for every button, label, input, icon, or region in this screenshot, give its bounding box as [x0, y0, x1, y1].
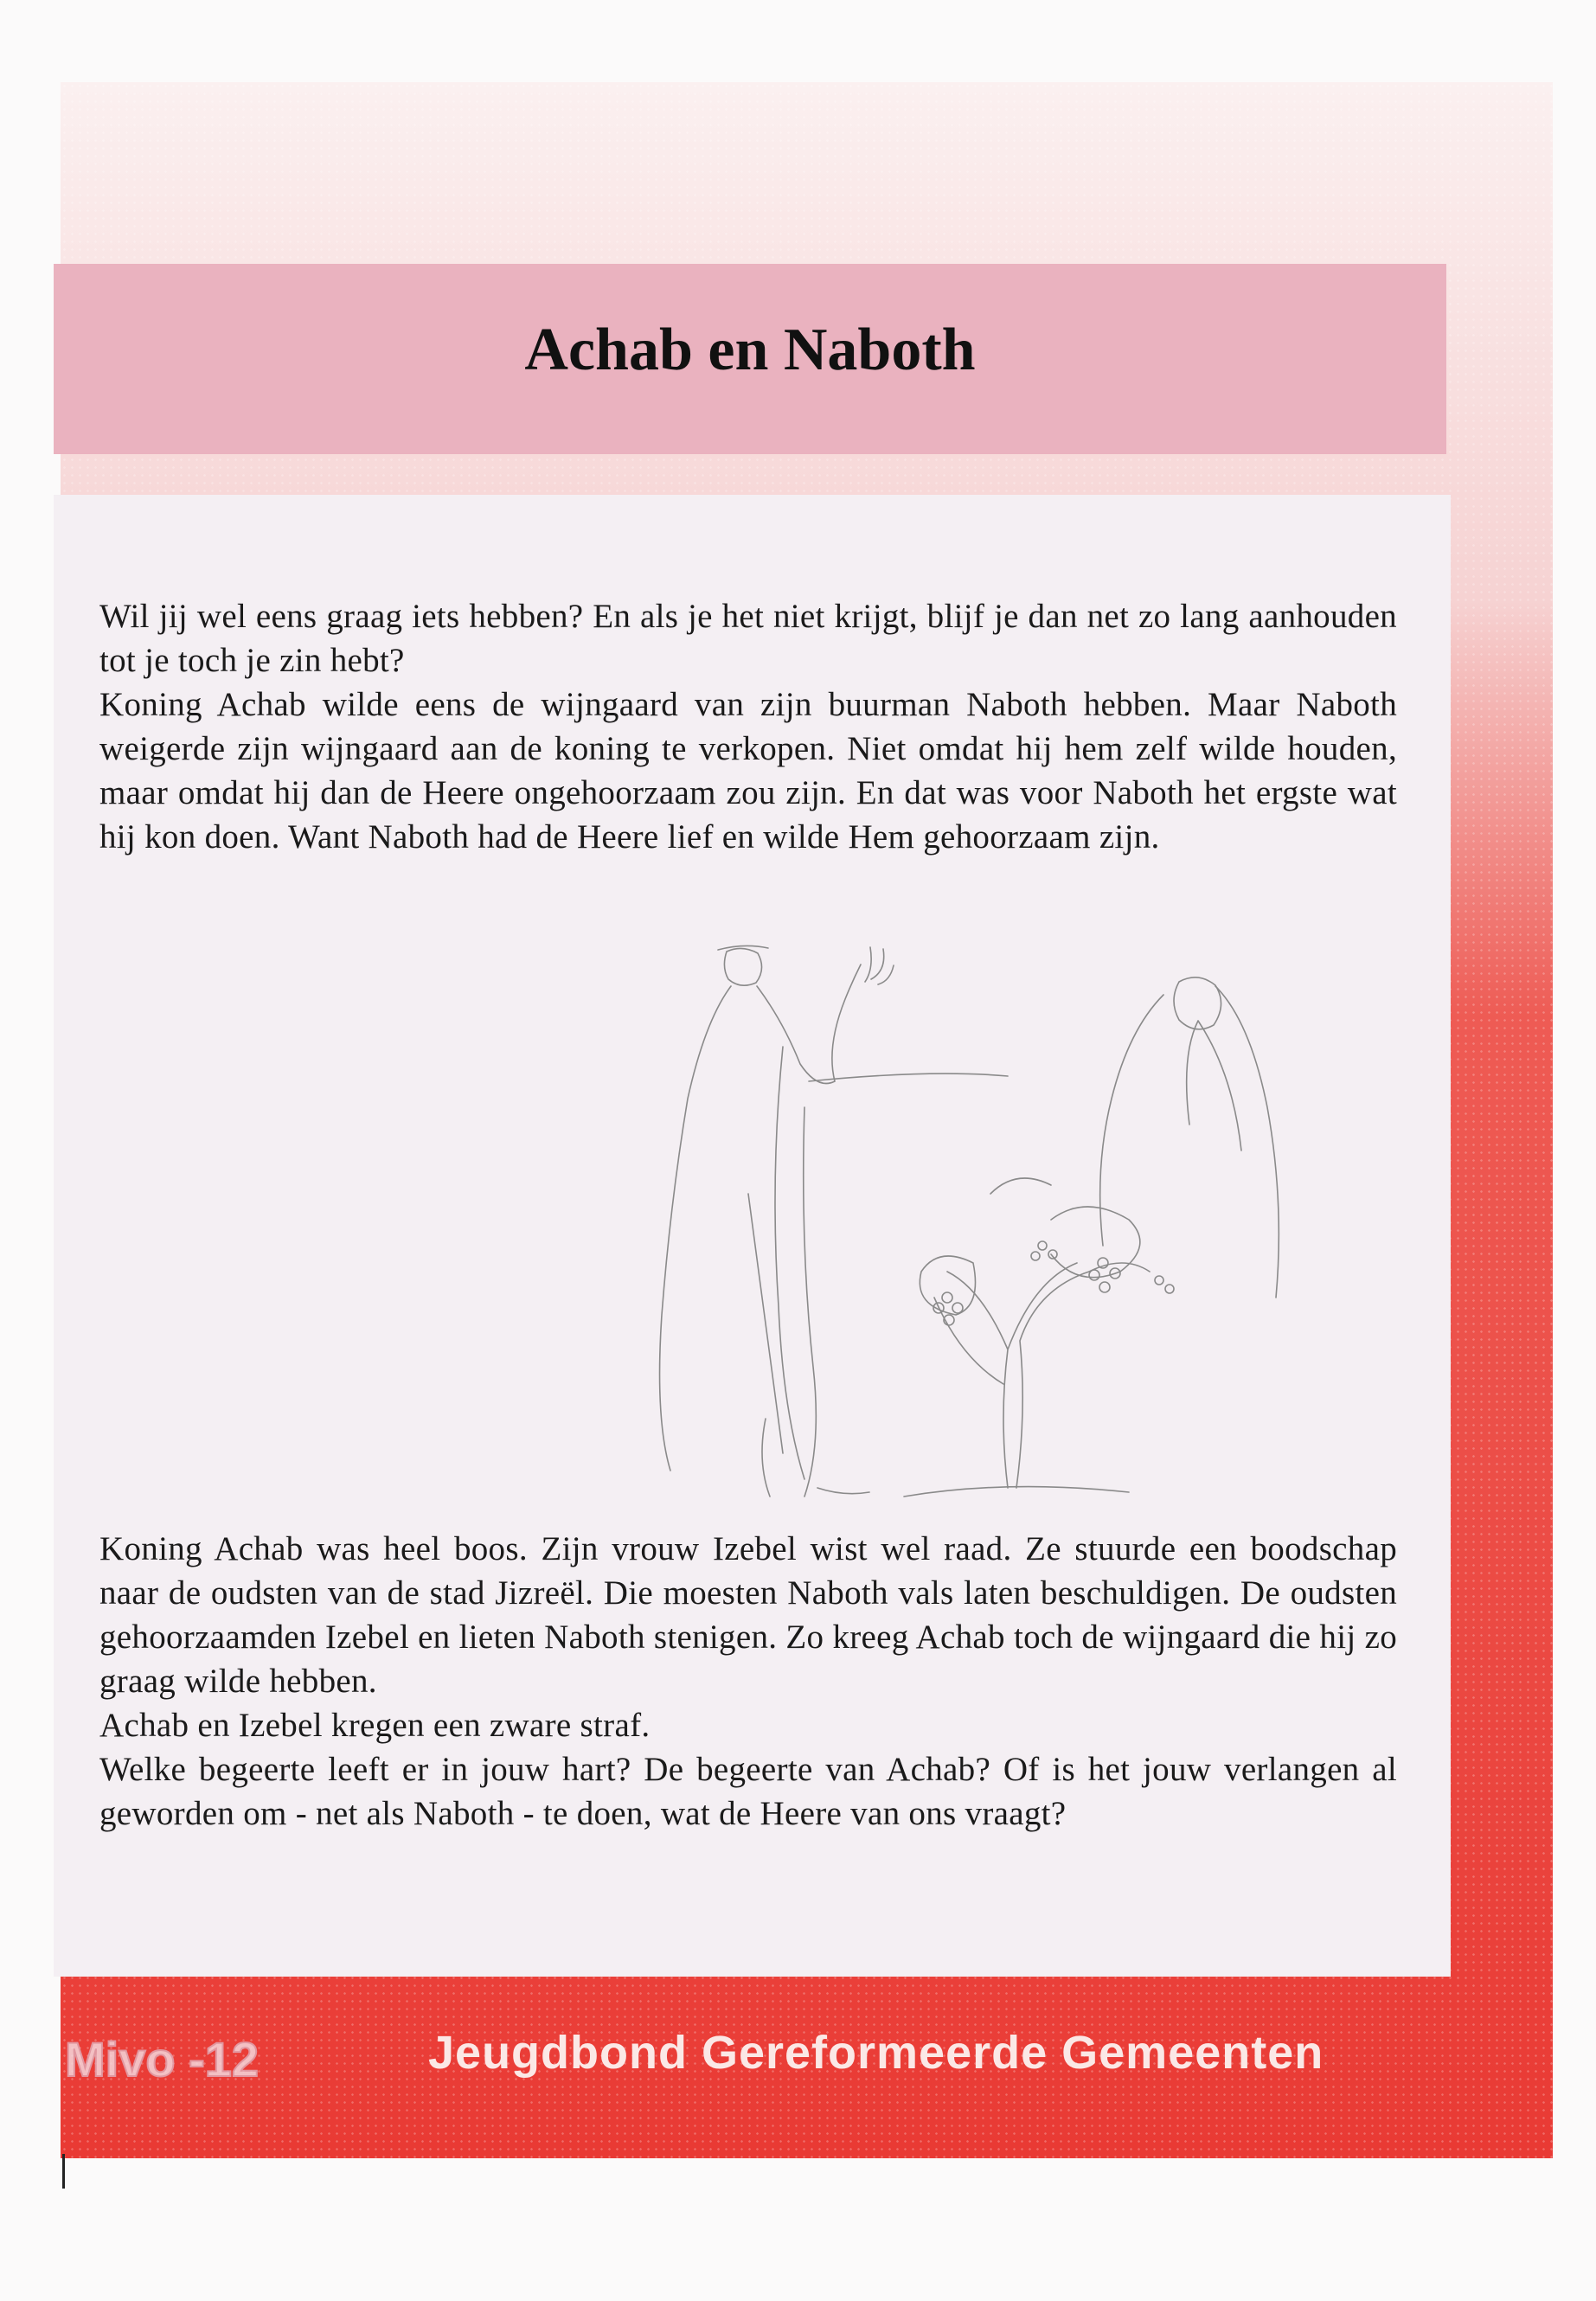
intro-paragraph: Wil jij wel eens graag iets hebben? En als je het niet krijgt, blijf je dan net zo lang aanhouden tot je toch je zin hebt? — [99, 598, 1397, 679]
achab-naboth-illustration — [644, 934, 1319, 1514]
page-title: Achab en Naboth — [524, 317, 976, 383]
organization-name: Jeugdbond Gereformeerde Gemeenten — [428, 2027, 1324, 2079]
story-paragraph-3: Achab en Izebel kregen een zware straf. — [99, 1707, 651, 1744]
mivo-logo — [65, 2026, 298, 2091]
story-paragraph-2: Koning Achab was heel boos. Zijn vrouw Izebel wist wel raad. Ze stuurde een boodschap naar de oudsten van de stad Jizreël. Die moesten Naboth vals laten beschuldigen. De oudsten gehoorzaamden Izebel en lieten Naboth stenigen. Zo kreeg Achab toch de wijngaard die hij zo graag wilde hebben. — [99, 1530, 1397, 1700]
svg-text:Mivo -12: Mivo -12 — [65, 2032, 260, 2086]
question-paragraph: Welke begeerte leeft er in jouw hart? De begeerte van Achab? Of is het jouw verlangen al geworden om - net als Naboth - te doen, wat de Heere van ons vraagt? — [99, 1751, 1397, 1832]
text-block-bottom — [99, 1527, 1397, 1836]
story-paragraph-1: Koning Achab wilde eens de wijngaard van zijn buurman Naboth hebben. Maar Naboth weigerde zijn wijngaard aan de koning te verkopen. Niet omdat hij hem zelf wilde houden, maar omdat hij dan de Heere ongehoorzaam zou zijn. En dat was voor Naboth het ergste wat hij kon doen. Want Naboth had de Heere lief en wilde Hem gehoorzaam zijn. — [99, 686, 1397, 856]
margin-mark — [62, 2154, 65, 2189]
sketch-lines — [660, 945, 1279, 1497]
text-block-top — [99, 594, 1397, 859]
